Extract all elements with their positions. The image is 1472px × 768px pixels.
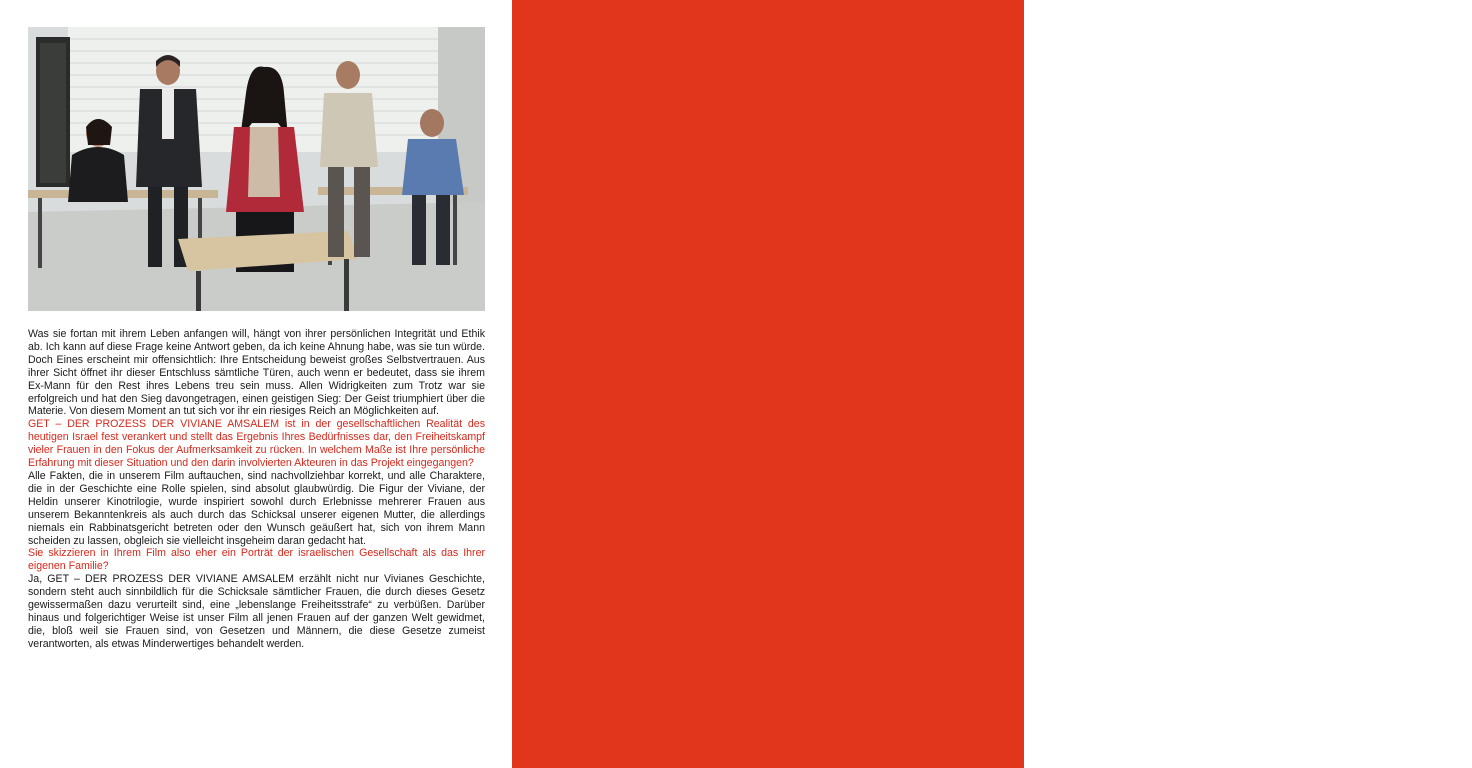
interview-answer: Ja, GET – DER PROZESS DER VIVIANE AMSALEM erzählt nicht nur Vivianes Geschichte, sondern steht auch sinnbildlich für die Schicksale sämtlicher Frauen, die durch dieses Gesetz gewissermaßen dazu verurteilt sind, eine „lebenslange Freiheitsstrafe“ zu verbüßen. Darüber hinaus und folgerichtiger Weise ist unser Film all jenen Frauen auf der ganzen Welt gewidmet, die, bloß weil sie Frauen sind, von Gesetzen und Männern, die diese Gesetze zumeist verantworten, als etwas Minderwertiges behandelt werden. (28, 573, 485, 650)
interview-question: Sie skizzieren in Ihrem Film also eher ein Porträt der israelischen Gesellschaft als das Ihrer eigenen Familie? (28, 547, 485, 573)
interview-question: GET – DER PROZESS DER VIVIANE AMSALEM ist in der gesellschaftlichen Realität des heutigen Israel fest verankert und stellt das Ergebnis Ihres Bedürfnisses dar, den Freiheitskampf vieler Frauen in den Fokus der Aufmerksamkeit zu rücken. In welchem Maße ist Ihre persönliche Erfahrung mit dieser Situation und den darin involvierten Akteuren in das Projekt eingegangen? (28, 418, 485, 470)
right-page (512, 0, 1470, 768)
interview-text (28, 328, 485, 651)
film-still-photo (28, 27, 485, 311)
quote-source: Variety (1077, 550, 1116, 564)
interview-answer: Alle Fakten, die in unserem Film auftauchen, sind nachvollziehbar korrekt, und alle Charaktere, die in der Geschichte eine Rolle spielen, sind absolut glaubwürdig. Die Figur der Viviane, der Heldin unserer Kinotrilogie, wurde inspiriert sowohl durch Erlebnisse mehrerer Frauen aus unserem Bekanntenkreis als auch durch das Schicksal unserer eigenen Mutter, die allerdings niemals ein Rabbinatsgericht betreten oder den Wunsch geäußert hat, sich von ihrem Mann scheiden zu lassen, obgleich sie vielleicht insgeheim daran gedacht hat. (28, 469, 485, 547)
film-still-illustration (28, 27, 485, 311)
left-page (0, 0, 512, 768)
interview-answer: Was sie fortan mit ihrem Leben anfangen will, hängt von ihrer persönlichen Integrität und Ethik ab. Ich kann auf diese Frage keine Antwort geben, da ich keine Ahnung habe, was sie tun würde. Doch Eines erscheint mir offensichtlich: Ihre Entscheidung beweist großes Selbstvertrauen. Aus ihrer Sicht öffnet ihr dieser Entschluss sämtliche Türen, auch wenn er bedeutet, dass sie ihrem Ex-Mann für den Rest ihres Lebens treu sein muss. Allen Widrigkeiten zum Trotz war sie erfolgreich und hat den Sieg davongetragen, einen geistigen Sieg: Der Geist triumphiert über die Materie. Von diesem Moment an tut sich vor ihr ein riesiges Reich an Möglichkeiten auf. (28, 328, 485, 418)
press-quote: „Das wundervoll modulierte Drehbuch, voller Momente befreienden Humors, steuert zielstrebig auf einen befreienden Ausbruch der Schauspielerin hin, die schon vorher, allein durch ihr Schweigen, alle Aufmerksamkeit auf sich ziehen konnte. Ronit Elkabetz hat eine irdische, ikonenhafte Präsenz, die an Anna Magnani erinnert. Wenn Viviane schließlich genug hat von der Falle, in der sie sich befindet, sich in unpassendes Rot kleidet und ihr langes schwarzes Haar löst und auf ihre Schultern fallen lässt, kommt es einem Affront des Gerichts gleich, es ist ein eindeutiges Zeichen für die Befreiung der Frau.“ (1077, 247, 1470, 496)
